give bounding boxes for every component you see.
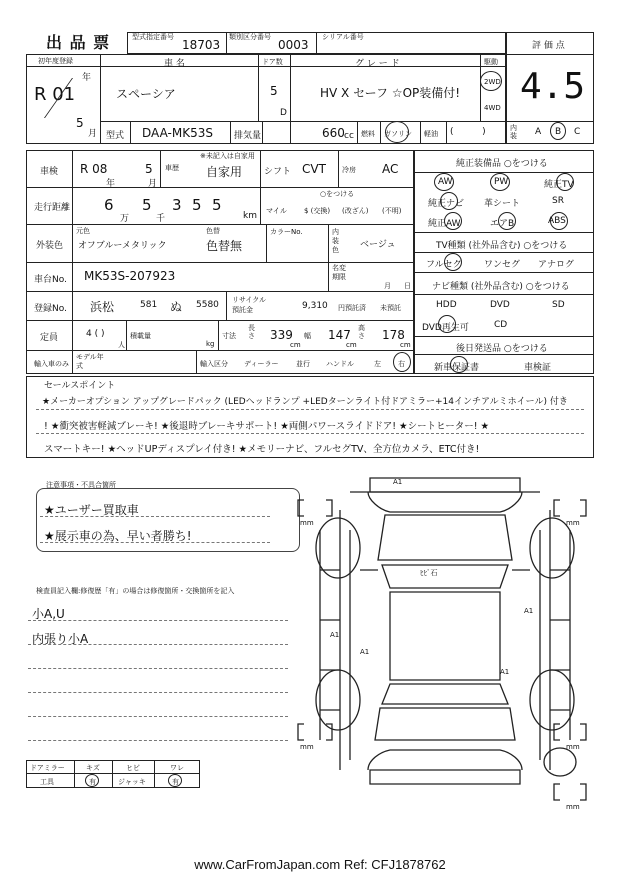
displacement-value: 660 [322, 126, 345, 140]
int-color-value: ベージュ [360, 240, 396, 250]
mileage-sen-unit: 千 [156, 214, 166, 224]
model-year-label: モデル年式 [76, 353, 104, 370]
mileage-label: 走行距離 [34, 203, 71, 213]
nav-dvd: DVD [490, 300, 510, 310]
import-cat-label: 輸入区分 [200, 360, 228, 368]
legend-jack-circle [168, 774, 182, 787]
ext-color-label: 外装色 [36, 241, 64, 251]
grade-value: HV X セーフ ☆OP装備付! [320, 86, 461, 100]
std-aw: AW [438, 177, 453, 187]
mileage-digit-4: 5 [192, 196, 202, 214]
car-damage-diagram [290, 470, 600, 810]
fuel-diesel: 軽油 [424, 130, 438, 138]
interior-grade-b-circle [550, 122, 566, 140]
nav-dvd-play: DVD再生可 [422, 323, 469, 333]
tv-fullseg-circle [444, 253, 462, 271]
std-sr: SR [552, 196, 564, 206]
inspection-month: 5 [145, 162, 153, 176]
std-equip-label: 純正装備品 ○をつける [456, 159, 548, 169]
capacity-label: 定員 [40, 333, 59, 343]
handle-right-circle [393, 352, 411, 372]
handle-left: 左 [374, 360, 381, 368]
dims-label: 寸法 [222, 332, 236, 340]
legend-scratch: キズ [86, 764, 100, 772]
recycle-value: 9,310 [302, 301, 328, 311]
cat-no-value: 0003 [278, 38, 309, 52]
tv-type-label: TV種類 (社外品含む) ○をつける [436, 241, 568, 251]
cat-no-label: 類別区分番号 [229, 33, 271, 41]
legend-jack: ジャッキ [118, 778, 146, 786]
legend-mirror: ドアミラー [30, 764, 65, 772]
tire-unit-rl: mm [300, 743, 314, 751]
std-tv: 純正TV [544, 180, 574, 190]
height-unit: cm [400, 341, 411, 349]
sales-line-1: ★メーカーオプション アップグレードパック (LEDヘッドランプ +LEDターンライト付ドアミラー+14インチアルミホイール) 付き [42, 397, 568, 407]
tire-unit-fl: mm [300, 519, 314, 527]
usage-label: 車歴 [165, 164, 179, 172]
drive-2wd-circle [480, 71, 502, 91]
tire-unit-rr: mm [566, 743, 580, 751]
displacement-label: 排気量 [234, 131, 262, 141]
nav-type-label: ナビ種類 (社外品含む) ○をつける [432, 282, 570, 292]
later-warranty: 新車保証書 [434, 363, 480, 373]
nav-dvd-play-circle [438, 315, 456, 333]
sheet-title: 出 品 票 [46, 33, 111, 52]
mileage-digit-2: 5 [142, 196, 152, 214]
later-label: 後日発送品 ○をつける [456, 344, 548, 354]
import-label: 輸入車のみ [34, 360, 69, 368]
chassis-value: MK53S-207923 [84, 269, 176, 283]
doors-value: 5 [270, 84, 278, 98]
tire-unit-fr: mm [566, 519, 580, 527]
later-certificate: 車検証 [524, 363, 552, 373]
first-reg-month: 5 [76, 116, 84, 130]
legend-crack: ヒビ [126, 764, 140, 772]
shift-label: シフト [264, 167, 292, 177]
tire-unit-spare: mm [566, 803, 580, 811]
usage-note: ※未記入は自家用 [200, 152, 255, 160]
nav-cd: CD [494, 320, 508, 330]
type-no-value: 18703 [182, 38, 221, 52]
std-navi-circle [440, 192, 458, 210]
fuel-gasoline: ガソリン [384, 130, 412, 138]
paint-label: 色替 [206, 227, 220, 235]
drive-2wd: 2WD [484, 78, 501, 86]
dmg-windshield-chip: ﾋﾋﾞ石 [420, 569, 438, 577]
note-line-2: ★展示車の為、早い者勝ち! [44, 529, 192, 543]
handle-label: ハンドル [326, 360, 354, 368]
inspection-month-unit: 月 [148, 179, 158, 189]
load-label: 積載量 [130, 332, 151, 340]
inspection-year-unit: 年 [106, 179, 116, 189]
watermark: www.CarFromJapan.com Ref: CFJ1878762 [194, 857, 446, 872]
notes-label: 注意事項・不具合箇所 [46, 481, 116, 489]
reg-city: 浜松 [90, 300, 115, 314]
nav-hdd: HDD [436, 300, 457, 310]
name-change-day: 日 [404, 282, 411, 290]
mileage-man-unit: 万 [120, 214, 130, 224]
dmg-right-front-door: A1 [524, 607, 534, 615]
ac-label: 冷房 [342, 166, 356, 174]
interior-label: 内装 [510, 124, 517, 140]
tv-oneseg: ワンセグ [484, 260, 521, 270]
nav-sd: SD [552, 300, 565, 310]
name-change-month: 月 [384, 282, 391, 290]
shift-value: CVT [302, 162, 326, 176]
eval-score: 4.5 [520, 66, 586, 107]
recycle-unpaid: 未預託 [380, 304, 401, 312]
interior-grade-c: C [574, 127, 581, 137]
std-navi: 純正ナビ [428, 199, 465, 209]
tv-analog: アナログ [538, 260, 575, 270]
legend-jack-yes: 有 [172, 778, 179, 786]
later-warranty-circle [450, 356, 468, 373]
color-no-label: カラーNo. [270, 228, 303, 236]
first-reg-label: 初年度登録 [38, 57, 73, 65]
mileage-km-unit: km [243, 211, 257, 221]
std-alloy: 純正AW [428, 219, 461, 229]
usage-value: 自家用 [206, 165, 243, 179]
height-label: 高さ [358, 324, 365, 340]
std-abs: ABS [548, 216, 566, 226]
chassis-label: 車台No. [34, 275, 67, 285]
dmg-rear-right: A1 [500, 668, 510, 676]
capacity-unit: 人 [118, 341, 125, 349]
model-value: DAA-MK53S [142, 126, 213, 140]
legend-tools: 工具 [40, 778, 54, 786]
int-color-label: 内装色 [332, 228, 339, 254]
car-name-label: 車 名 [164, 59, 185, 69]
displacement-unit: cc [344, 131, 354, 141]
serial-label: シリアル番号 [322, 33, 364, 41]
fuel-other-parens: ( ) [450, 127, 486, 137]
sales-line-3: スマートキー! ★ヘッドUPディスプレイ付き! ★メモリーナビ、フルセグTV、全方位カメラ、ETC付き! [44, 444, 480, 455]
handle-right: 右 [398, 360, 405, 368]
reg-class: 581 [140, 300, 158, 310]
car-name: スペーシア [116, 87, 176, 101]
name-change-label: 名変期限 [332, 264, 346, 281]
std-pw-circle [490, 173, 510, 191]
eval-label: 評 価 点 [532, 41, 565, 51]
type-no-label: 型式指定番号 [132, 33, 174, 41]
drive-4wd: 4WD [484, 104, 501, 112]
ac-value: AC [382, 162, 399, 176]
legend-tools-yes: 有 [89, 778, 96, 786]
sales-line-2: ! ★衝突被害軽減ブレーキ! ★後退時ブレーキサポート! ★両側パワースライドドア! ★シートヒーター! ★ [44, 421, 490, 432]
import-dealer: ディーラー [244, 360, 279, 368]
std-airbag-circle [498, 212, 516, 230]
mileage-digit-5: 5 [212, 196, 222, 214]
mileage-digit-3: 3 [172, 196, 182, 214]
inspection-era: R 08 [80, 162, 108, 176]
first-reg-year-unit: 年 [82, 73, 92, 83]
first-reg-month-unit: 月 [88, 129, 98, 139]
orig-color-label: 元色 [76, 227, 90, 235]
paint-value: 色替無 [206, 239, 243, 253]
mile-note: ○をつける [320, 190, 355, 198]
model-label: 型式 [106, 131, 125, 141]
sales-label: セールスポイント [44, 381, 116, 391]
std-pw: PW [494, 177, 509, 187]
mile-opt-exchange: $ (交換) [304, 207, 331, 215]
first-reg-era: R 01 [34, 84, 76, 105]
ext-color-value: オフブルーメタリック [78, 241, 167, 251]
legend-tools-circle [85, 774, 99, 787]
width-value: 147 [328, 328, 351, 342]
reg-number: 5580 [196, 300, 219, 310]
import-parallel: 並行 [296, 360, 310, 368]
tv-fullseg: フルセグ [426, 260, 462, 270]
length-value: 339 [270, 328, 293, 342]
dmg-rear-left: A1 [360, 648, 370, 656]
dmg-left-rear-door: A1 [330, 631, 340, 639]
drive-label: 駆動 [484, 58, 498, 66]
std-leather: 革シート [484, 199, 521, 209]
note-line-1: ★ユーザー買取車 [44, 503, 139, 517]
mile-opt-mile: マイル [266, 207, 287, 215]
inspector-line-1: 小A,U [32, 607, 65, 621]
mile-opt-unknown: (不明) [382, 207, 402, 215]
width-label: 幅 [304, 332, 311, 340]
std-tv-circle [556, 173, 574, 191]
std-aw-circle [434, 173, 454, 191]
inspector-label: 検査員記入欄:修復歴「有」の場合は修復箇所・交換箇所を記入 [36, 587, 235, 595]
recycle-label: リサイクル預託金 [232, 296, 267, 314]
fuel-label: 燃料 [361, 130, 375, 138]
height-value: 178 [382, 328, 405, 342]
fuel-gasoline-circle [385, 121, 409, 143]
dmg-front-bumper: A1 [393, 478, 403, 486]
reg-kana: ぬ [170, 300, 183, 314]
recycle-suffix: 円預託済 [338, 304, 366, 312]
mile-opt-tampered: (改ざん) [342, 207, 369, 215]
doors-label: ドア数 [262, 58, 283, 66]
std-abs-circle [550, 212, 568, 230]
width-unit: cm [346, 341, 357, 349]
length-unit: cm [290, 341, 301, 349]
std-alloy-circle [444, 212, 462, 230]
legend-break: ワレ [170, 764, 184, 772]
inspection-label: 車検 [40, 167, 59, 177]
grade-label: グ レ ー ド [355, 59, 400, 69]
length-label: 長さ [248, 324, 255, 340]
interior-grade-b: B [555, 127, 562, 137]
load-unit: kg [206, 340, 215, 348]
std-airbag: エアB [490, 219, 515, 229]
interior-grade-a: A [535, 127, 542, 137]
reg-no-label: 登録No. [34, 304, 67, 314]
mileage-digit-1: 6 [104, 196, 114, 214]
inspector-line-2: 内張り小A [32, 632, 89, 646]
capacity-value: 4 ( ) [86, 329, 105, 339]
doors-suffix: D [280, 108, 287, 118]
